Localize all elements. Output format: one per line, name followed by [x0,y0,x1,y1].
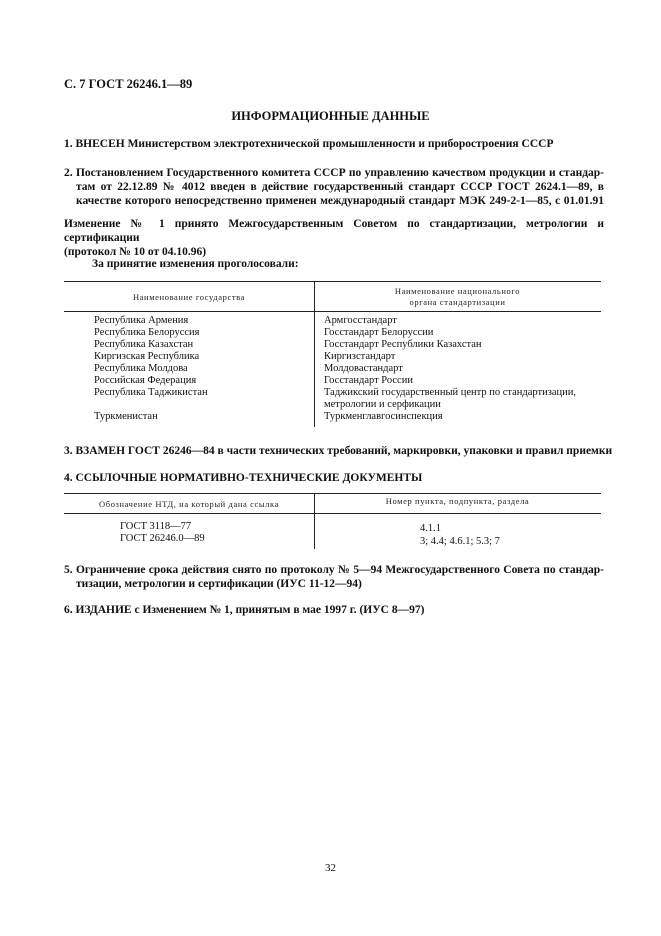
table1-col2-header-line-2: органа стандартизации [409,297,506,307]
table1-state: Киргизская Республика [94,351,200,362]
table2-col2-header: Номер пункта, подпункта, раздела [385,496,530,506]
table2-ref: 3; 4.4; 4.6.1; 5.3; 7 [420,536,500,547]
table1-body: Туркменглавгосинспекция [324,411,443,422]
table1-col2-header-line-1: Наименование национального [394,286,521,296]
table1-state: Республика Казахстан [94,339,194,350]
voted-heading: За принятие изменения проголосовали: [92,258,299,270]
table2-header-rule [64,513,601,514]
table1-state: Республика Белоруссия [94,327,200,338]
table1-body: Молдовастандарт [324,363,403,374]
table1-body: Госстандарт Белоруссии [324,327,434,338]
table1-state: Республика Таджикистан [94,387,208,398]
table2-ref: 4.1.1 [420,523,441,534]
table2-doc: ГОСТ 3118—77 [120,521,192,532]
table1-top-rule [64,281,601,282]
page-number: 32 [325,862,336,874]
table1-body: Армгосстандарт [324,315,397,326]
table1-body: Госстандарт России [324,375,413,386]
table1-state: Республика Армения [94,315,189,326]
section-title: ИНФОРМАЦИОННЫЕ ДАННЫЕ [231,109,430,123]
table2-col1-header: Обозначение НТД, на который дана ссылка [99,499,279,509]
table1-state: Республика Молдова [94,363,188,374]
item-6: 6. ИЗДАНИЕ с Изменением № 1, принятым в мае 1997 г. (ИУС 8—97) [64,604,425,616]
table1-body: Госстандарт Республики Казахстан [324,339,482,350]
table1-state: Туркменистан [94,411,158,422]
change-note [64,217,604,259]
table1-body: Киргизстандарт [324,351,396,362]
table1-body: Таджикский государственный центр по стандартизации, [324,387,577,398]
item-1: 1. ВНЕСЕН Министерством электротехнической промышленности и приборостроения СССР [64,138,554,150]
change-note-line-1: Изменение № 1 принято Межгосударственным Советом по стандартизации, метрологии и сертификации [64,218,604,244]
item-2 [64,166,604,208]
item-5 [64,563,604,591]
item-2-line-1: 2. Постановлением Государственного комитета СССР по управлению качеством продукции и стандар- [64,167,604,179]
table1-header-rule [64,311,601,312]
item-3: 3. ВЗАМЕН ГОСТ 26246—84 в части технических требований, маркировки, упаковки и правил приемки [64,445,613,457]
table1-col2-header [314,286,601,308]
page-header: С. 7 ГОСТ 26246.1—89 [64,77,193,91]
table1-col1-header: Наименование государства [132,292,246,302]
table1-state: Российская Федерация [94,375,197,386]
table1-body: метрологии и серфикации [324,399,441,410]
item-4: 4. ССЫЛОЧНЫЕ НОРМАТИВНО-ТЕХНИЧЕСКИЕ ДОКУМЕНТЫ [64,472,423,484]
item-2-line-2: там от 22.12.89 № 4012 введен в действие государственный стандарт СССР ГОСТ 2624.1—89, в [76,181,604,193]
item-5-line-2: тизации, метрологии и сертификации (ИУС 11-12—94) [76,578,362,590]
table2-doc: ГОСТ 26246.0—89 [120,533,205,544]
item-5-line-1: 5. Ограничение срока действия снято по протоколу № 5—94 Межгосударственного Совета по стандар- [64,564,604,576]
table2-top-rule [64,493,601,494]
change-note-line-2: (протокол № 10 от 04.10.96) [64,246,207,258]
item-2-line-3: качестве которого непосредственно применен международный стандарт МЭК 249-2-1—85, с 01.01.91 [76,195,604,207]
